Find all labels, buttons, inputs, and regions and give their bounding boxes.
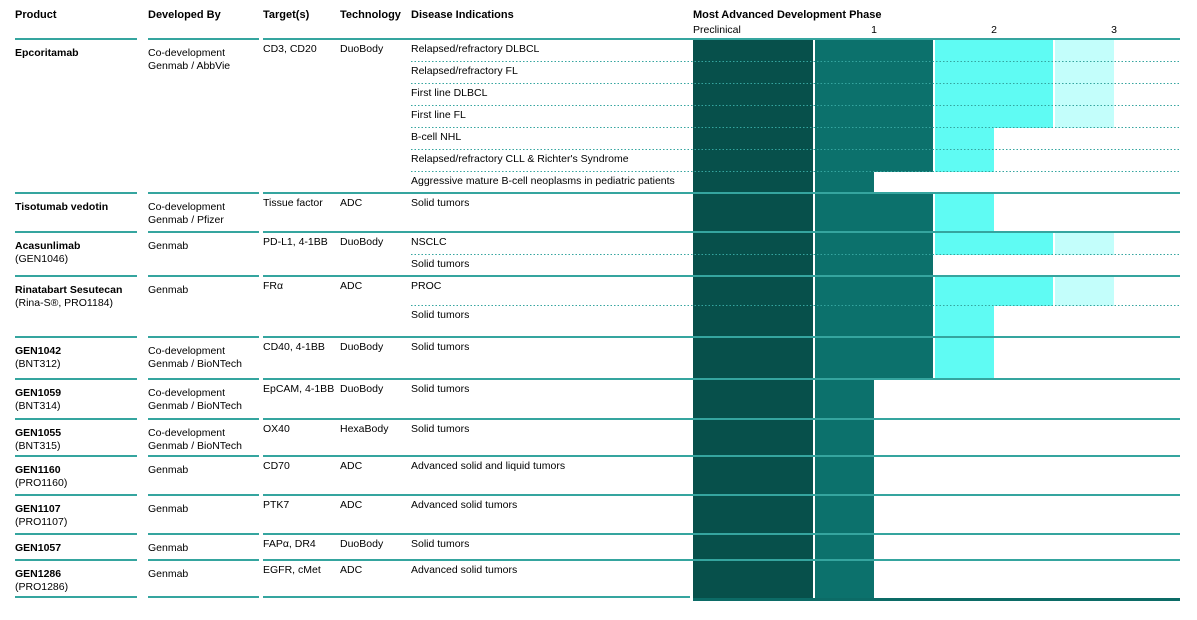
phase-bar-segment-phase1 [815,233,933,255]
technology-cell: DuoBody [340,236,384,248]
product-name: Acasunlimab [15,240,81,252]
phase-bar-segment-phase1 [815,561,874,598]
phase-bar-segment-phase1 [815,277,933,306]
product-name: GEN1042 [15,345,62,357]
developer-line: Genmab / BioNTech [148,400,242,412]
column-header-targets: Target(s) [263,9,310,21]
pipeline-group [0,380,1197,420]
phase-bar-segment-preclinical [693,535,813,561]
technology-cell: DuoBody [340,383,384,395]
indication-row [0,194,1197,233]
indication-label: Solid tumors [411,538,470,550]
phase-bar-segment-phase2 [935,128,994,150]
phase-bar-segment-preclinical [693,194,813,233]
target-cell: PD-L1, 4-1BB [263,236,328,248]
indication-row [0,233,1197,255]
indication-label: Advanced solid tumors [411,499,518,511]
indication-row [0,172,1197,194]
phase-bar-segment-preclinical [693,496,813,535]
product-code: (BNT312) [15,358,61,370]
indication-label: B-cell NHL [411,131,462,143]
indication-row [0,306,1197,338]
phase-tick-preclinical: Preclinical [693,24,741,36]
product-code: (Rina-S®, PRO1184) [15,297,113,309]
target-cell: EpCAM, 4-1BB [263,383,335,395]
indication-label: Aggressive mature B-cell neoplasms in pediatric patients [411,175,675,187]
product-name: GEN1055 [15,427,62,439]
phase-bar-segment-preclinical [693,277,813,306]
indication-row [0,380,1197,420]
phase-bar-segment-preclinical [693,106,813,128]
technology-cell: ADC [340,197,363,209]
phase-bar-segment-phase2 [935,277,1053,306]
column-header-disease-indications: Disease Indications [411,9,514,21]
phase-bar-segment-phase1 [815,535,874,561]
phase-bar-segment-preclinical [693,233,813,255]
pipeline-group [0,496,1197,535]
pipeline-body [0,40,1197,598]
pipeline-group [0,233,1197,277]
target-cell: Tissue factor [263,197,323,209]
phase-bar-segment-preclinical [693,338,813,380]
product-name: GEN1057 [15,542,62,554]
phase-bar-segment-preclinical [693,128,813,150]
target-cell: CD3, CD20 [263,43,317,55]
target-cell: CD40, 4-1BB [263,341,325,353]
indication-row [0,535,1197,561]
target-cell: OX40 [263,423,290,435]
phase-bar-segment-phase2 [935,150,994,172]
indication-label: Relapsed/refractory CLL & Richter's Syndrome [411,153,629,165]
group-separator [148,596,259,598]
phase-bar-segment-phase1 [815,420,874,457]
indication-row [0,561,1197,598]
indication-row [0,338,1197,380]
phase-bar-segment-preclinical [693,561,813,598]
technology-cell: DuoBody [340,341,384,353]
phase-bar-segment-phase1 [815,496,874,535]
pipeline-group [0,535,1197,561]
indication-label: Advanced solid tumors [411,564,518,576]
target-cell: FRα [263,280,284,292]
phase-bar-segment-preclinical [693,306,813,338]
developer-line: Co-development [148,427,226,439]
indication-row [0,84,1197,106]
technology-cell: ADC [340,280,363,292]
phase-bar-segment-preclinical [693,84,813,106]
developer-line: Genmab / BioNTech [148,440,242,452]
phase-bar-segment-phase3 [1055,84,1114,106]
technology-cell: ADC [340,499,363,511]
column-header-product: Product [15,9,57,21]
product-name: GEN1160 [15,464,61,476]
phase-bar-segment-preclinical [693,172,813,194]
phase-bar-segment-phase1 [815,306,933,338]
indication-label: First line DLBCL [411,87,488,99]
phase-bar-segment-phase2 [935,106,1053,128]
developer-line: Genmab [148,284,189,296]
indication-label: Relapsed/refractory FL [411,65,518,77]
phase-bar-segment-phase1 [815,338,933,380]
developer-line: Co-development [148,47,226,59]
phase-bar-segment-phase3 [1055,106,1114,128]
target-cell: PTK7 [263,499,290,511]
phase-bar-segment-phase2 [935,306,994,338]
product-name: Rinatabart Sesutecan [15,284,123,296]
phase-bar-segment-phase2 [935,233,1053,255]
indication-row [0,150,1197,172]
indication-label: Solid tumors [411,423,470,435]
developer-line: Co-development [148,387,226,399]
indication-row [0,457,1197,496]
phase-bar-segment-phase1 [815,62,933,84]
column-header-technology: Technology [340,9,401,21]
phase-bar-segment-preclinical [693,380,813,420]
indication-row [0,106,1197,128]
developer-line: Genmab [148,503,189,515]
technology-cell: ADC [340,564,363,576]
developer-line: Co-development [148,201,226,213]
phase-bar-segment-preclinical [693,62,813,84]
developer-line: Genmab / AbbVie [148,60,231,72]
indication-row [0,62,1197,84]
phase-bar-segment-phase3 [1055,40,1114,62]
phase-bar-segment-phase2 [935,84,1053,106]
indication-row [0,277,1197,306]
indication-row [0,40,1197,62]
phase-bar-segment-phase1 [815,457,874,496]
chart-bottom-border [693,598,1180,601]
pipeline-group [0,457,1197,496]
column-header-phase: Most Advanced Development Phase [693,9,882,21]
developer-line: Genmab / Pfizer [148,214,224,226]
indication-label: PROC [411,280,442,292]
indication-label: Relapsed/refractory DLBCL [411,43,540,55]
product-code: (BNT314) [15,400,61,412]
product-name: GEN1286 [15,568,62,580]
pipeline-group [0,194,1197,233]
pipeline-group [0,40,1197,194]
target-cell: EGFR, cMet [263,564,321,576]
product-code: (PRO1107) [15,516,68,528]
phase-bar-segment-phase2 [935,40,1053,62]
phase-bar-segment-phase1 [815,380,874,420]
phase-bar-segment-preclinical [693,457,813,496]
phase-bar-segment-phase1 [815,172,874,194]
product-name: Epcoritamab [15,47,79,59]
group-separator [263,596,690,598]
phase-bar-segment-phase1 [815,194,933,233]
technology-cell: HexaBody [340,423,389,435]
product-name: Tisotumab vedotin [15,201,109,213]
phase-bar-segment-phase2 [935,62,1053,84]
indication-label: Solid tumors [411,309,470,321]
phase-bar-segment-phase1 [815,106,933,128]
technology-cell: DuoBody [340,538,384,550]
pipeline-group [0,338,1197,380]
phase-bar-segment-preclinical [693,420,813,457]
phase-bar-segment-preclinical [693,40,813,62]
developer-line: Genmab / BioNTech [148,358,242,370]
phase-bar-segment-phase2 [935,338,994,380]
developer-line: Genmab [148,542,189,554]
indication-label: Solid tumors [411,341,470,353]
phase-bar-segment-preclinical [693,150,813,172]
phase-bar-segment-phase1 [815,255,933,277]
phase-bar-segment-phase3 [1055,233,1114,255]
indication-label: Solid tumors [411,383,470,395]
phase-tick-3: 3 [1111,24,1117,36]
indication-label: Solid tumors [411,197,470,209]
indication-label: Advanced solid and liquid tumors [411,460,566,472]
product-code: (GEN1046) [15,253,69,265]
phase-bar-segment-preclinical [693,255,813,277]
target-cell: CD70 [263,460,290,472]
phase-bar-segment-phase3 [1055,62,1114,84]
indication-label: First line FL [411,109,466,121]
phase-bar-segment-phase2 [935,194,994,233]
indication-label: Solid tumors [411,258,470,270]
pipeline-group [0,277,1197,338]
developer-line: Genmab [148,240,189,252]
developer-line: Co-development [148,345,226,357]
group-separator [15,596,137,598]
indication-row [0,496,1197,535]
indication-row [0,128,1197,150]
phase-tick-1: 1 [871,24,877,36]
column-header-developed-by: Developed By [148,9,221,21]
pipeline-group [0,561,1197,598]
phase-bar-segment-phase1 [815,128,933,150]
target-cell: FAPα, DR4 [263,538,316,550]
developer-line: Genmab [148,464,189,476]
phase-tick-2: 2 [991,24,997,36]
pipeline-group [0,420,1197,457]
product-code: (PRO1160) [15,477,68,489]
indication-row [0,420,1197,457]
phase-bar-segment-phase3 [1055,277,1114,306]
product-name: GEN1059 [15,387,62,399]
phase-bar-segment-phase1 [815,40,933,62]
technology-cell: DuoBody [340,43,384,55]
indication-label: NSCLC [411,236,447,248]
product-code: (PRO1286) [15,581,69,593]
indication-row [0,255,1197,277]
phase-bar-segment-phase1 [815,150,933,172]
technology-cell: ADC [340,460,363,472]
product-name: GEN1107 [15,503,61,515]
product-code: (BNT315) [15,440,61,452]
developer-line: Genmab [148,568,189,580]
phase-bar-segment-phase1 [815,84,933,106]
